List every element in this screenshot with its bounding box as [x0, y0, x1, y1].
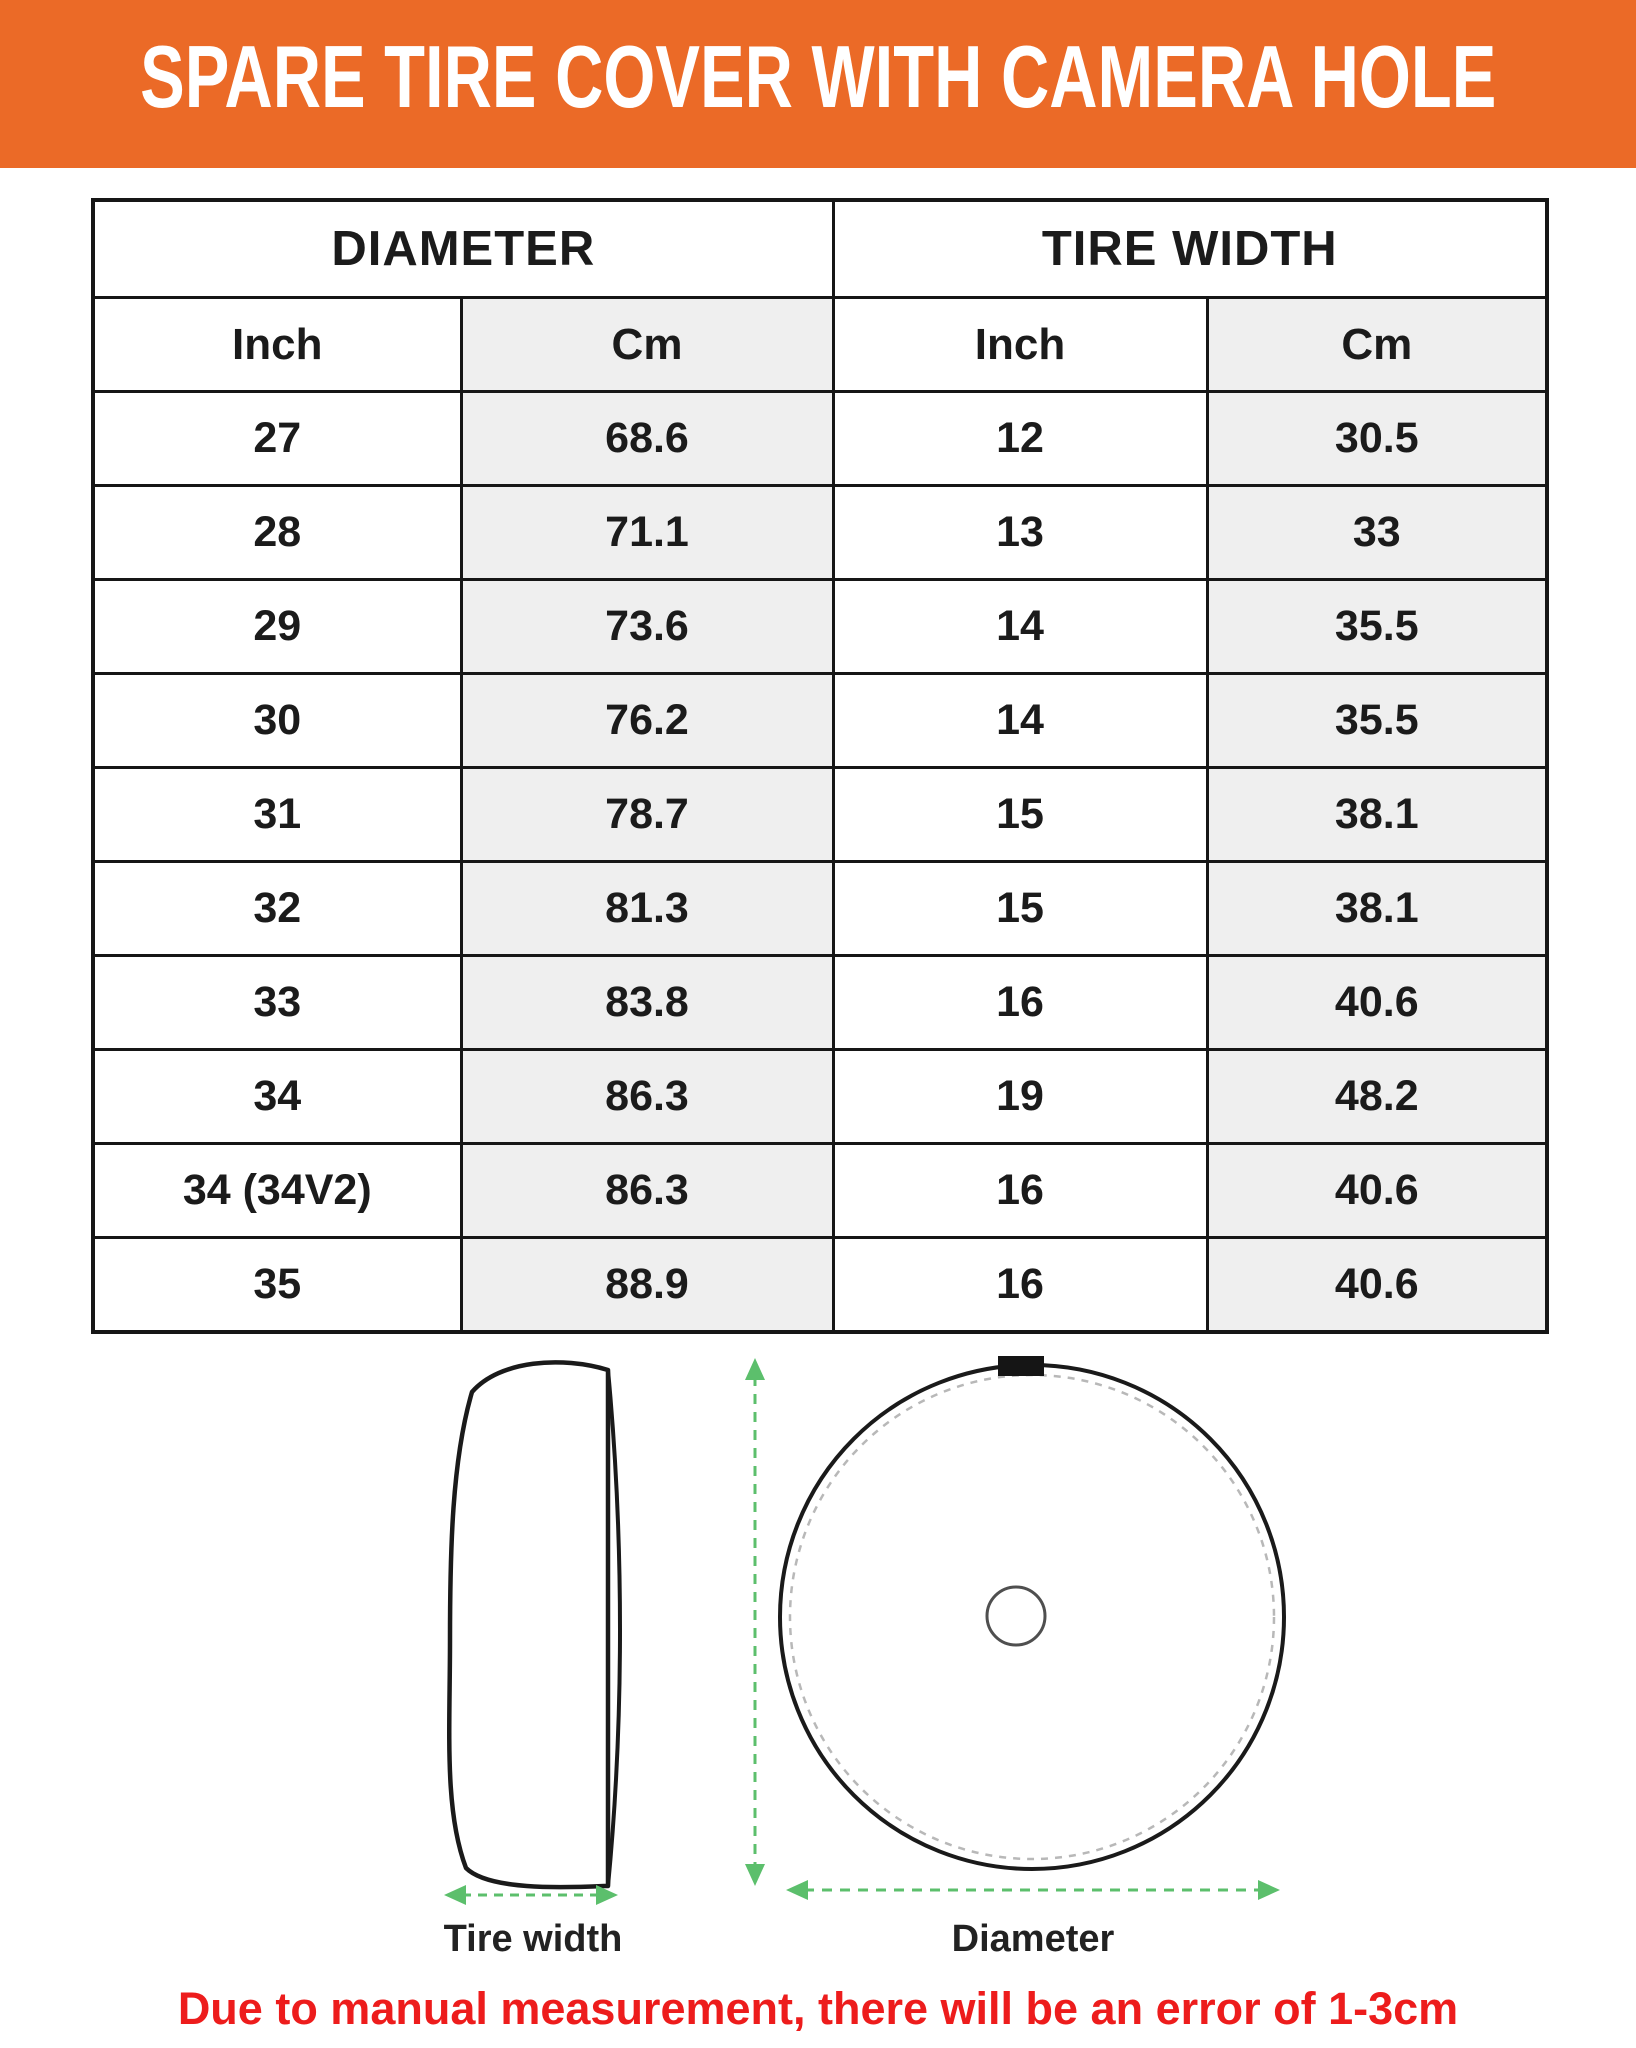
table-cell: 27: [93, 392, 461, 486]
table-cell: 78.7: [461, 768, 833, 862]
table-cell: 86.3: [461, 1144, 833, 1238]
table-cell: 16: [833, 1144, 1207, 1238]
table-cell: 16: [833, 1238, 1207, 1333]
table-row: [93, 674, 1547, 768]
table-cell: 40.6: [1207, 1238, 1547, 1333]
table-cell: 28: [93, 486, 461, 580]
table-cell: 16: [833, 956, 1207, 1050]
table-cell: 35: [93, 1238, 461, 1333]
table-cell: 32: [93, 862, 461, 956]
measurement-diagram: [0, 1330, 1636, 1960]
tire-side-view-outline: [449, 1362, 608, 1887]
table-cell: 76.2: [461, 674, 833, 768]
table-cell: 83.8: [461, 956, 833, 1050]
camera-hole: [987, 1587, 1045, 1645]
column-header-diameter-cm: Cm: [461, 298, 833, 392]
table-row: [93, 1050, 1547, 1144]
table-row: [93, 580, 1547, 674]
table-row: [93, 768, 1547, 862]
top-tab: [998, 1356, 1044, 1376]
table-cell: 30: [93, 674, 461, 768]
table-cell: 35.5: [1207, 674, 1547, 768]
table-cell: 40.6: [1207, 1144, 1547, 1238]
arrow-head-left: [786, 1880, 808, 1900]
tire-width-label: Tire width: [443, 1918, 623, 1960]
table-cell: 34: [93, 1050, 461, 1144]
table-cell: 15: [833, 768, 1207, 862]
arrow-head-left: [444, 1885, 466, 1905]
arrow-head-down: [745, 1864, 765, 1886]
column-header-diameter-inch: Inch: [93, 298, 461, 392]
column-header-width-cm: Cm: [1207, 298, 1547, 392]
arrow-head-right: [1258, 1880, 1280, 1900]
measurement-error-note: Due to manual measurement, there will be an error of 1-3cm: [177, 1983, 1459, 2034]
table-cell: 13: [833, 486, 1207, 580]
table-cell: 40.6: [1207, 956, 1547, 1050]
table-row: [93, 1238, 1547, 1333]
table-cell: 71.1: [461, 486, 833, 580]
table-cell: 48.2: [1207, 1050, 1547, 1144]
table-cell: 19: [833, 1050, 1207, 1144]
table-row: [93, 486, 1547, 580]
diameter-label: Diameter: [951, 1918, 1115, 1960]
table-cell: 29: [93, 580, 461, 674]
table-cell: 34 (34V2): [93, 1144, 461, 1238]
table-cell: 68.6: [461, 392, 833, 486]
table-group-header-tire-width: TIRE WIDTH: [833, 200, 1547, 298]
table-cell: 15: [833, 862, 1207, 956]
table-cell: 12: [833, 392, 1207, 486]
table-group-header-diameter: DIAMETER: [93, 200, 833, 298]
arrow-head-up: [745, 1358, 765, 1380]
table-cell: 33: [93, 956, 461, 1050]
table-cell: 30.5: [1207, 392, 1547, 486]
table-cell: 86.3: [461, 1050, 833, 1144]
table-column-header-row: [93, 298, 1547, 392]
table-cell: 38.1: [1207, 862, 1547, 956]
table-cell: 38.1: [1207, 768, 1547, 862]
table-cell: 14: [833, 580, 1207, 674]
size-chart-table: [91, 198, 1549, 1334]
table-cell: 35.5: [1207, 580, 1547, 674]
header-banner: [0, 0, 1636, 168]
table-row: [93, 956, 1547, 1050]
table-row: [93, 392, 1547, 486]
column-header-width-inch: Inch: [833, 298, 1207, 392]
table-cell: 73.6: [461, 580, 833, 674]
page-title: SPARE TIRE COVER WITH CAMERA HOLE: [139, 27, 1497, 126]
table-group-header-row: [93, 200, 1547, 298]
table-row: [93, 862, 1547, 956]
table-cell: 14: [833, 674, 1207, 768]
table-cell: 33: [1207, 486, 1547, 580]
table-cell: 88.9: [461, 1238, 833, 1333]
table-cell: 81.3: [461, 862, 833, 956]
table-row: [93, 1144, 1547, 1238]
table-cell: 31: [93, 768, 461, 862]
